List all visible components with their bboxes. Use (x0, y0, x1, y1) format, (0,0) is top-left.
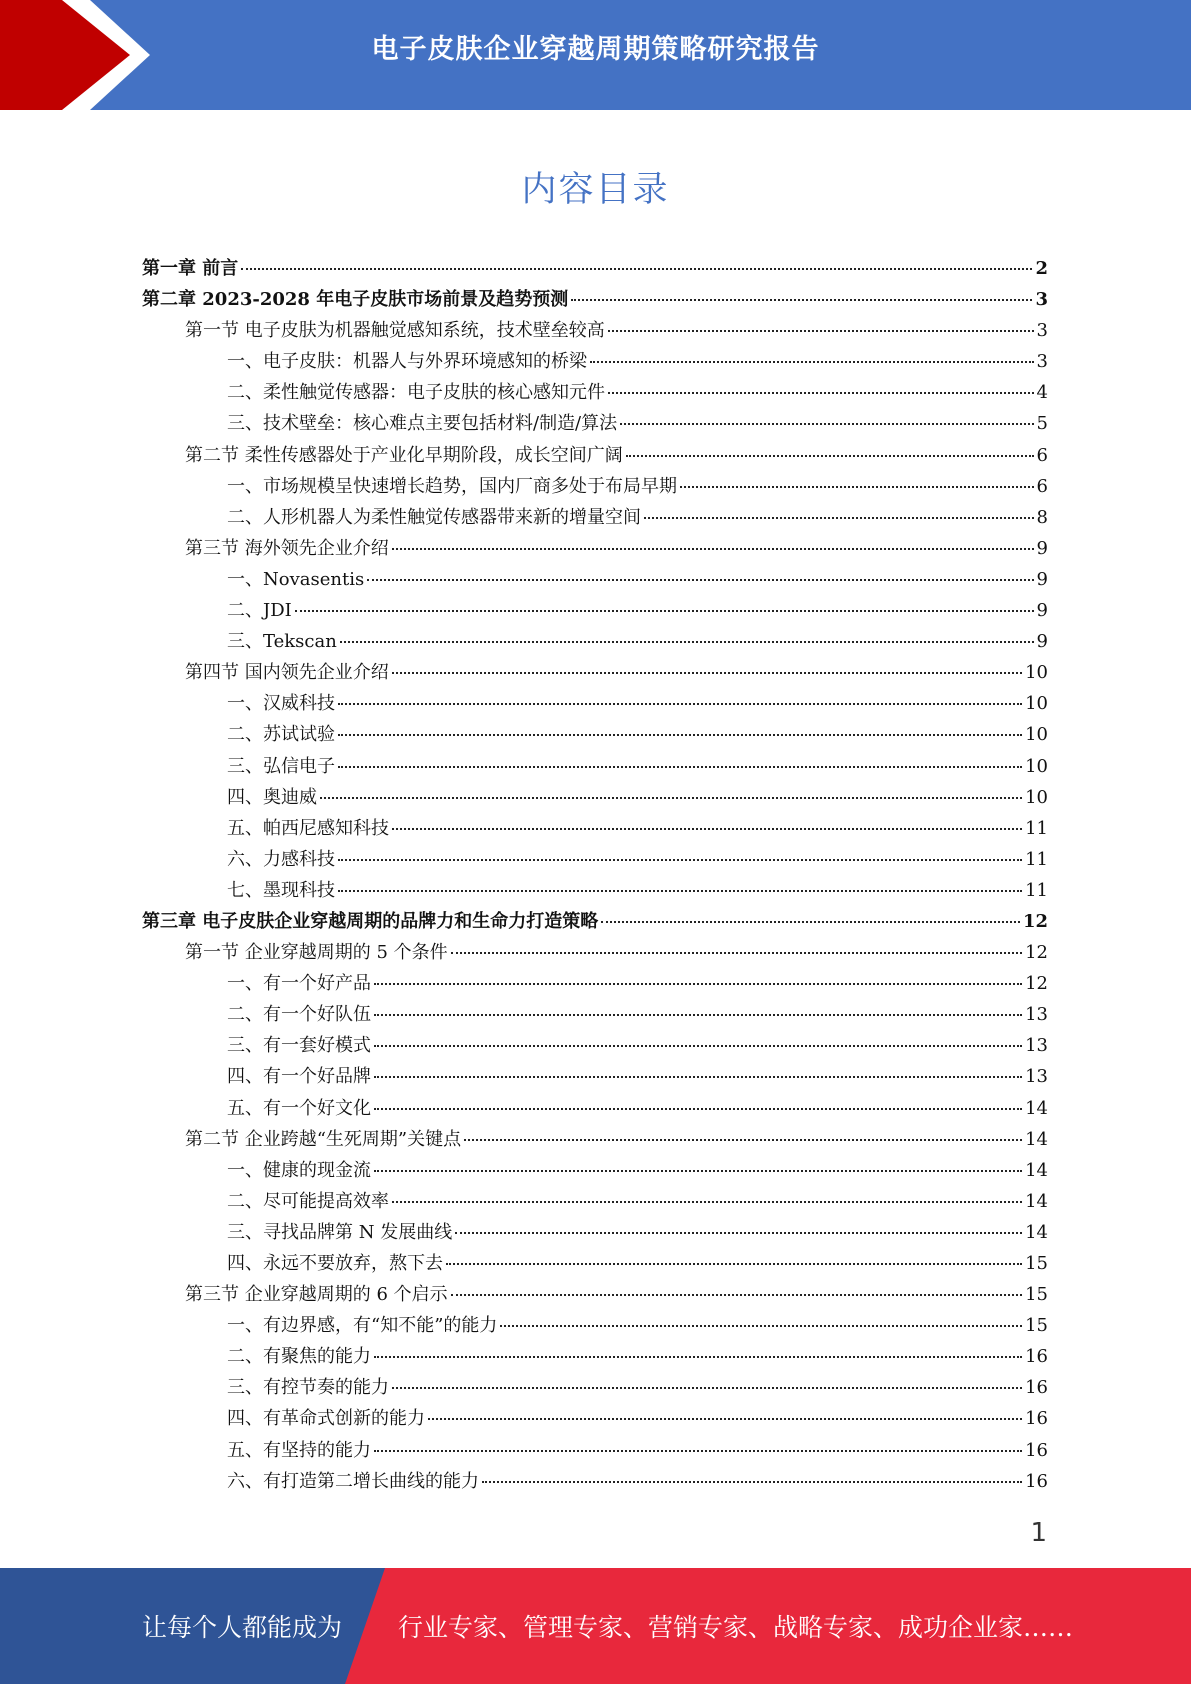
toc-dot-leader (338, 859, 1022, 861)
toc-entry-label: 第二节 柔性传感器处于产业化早期阶段，成长空间广阔 (185, 444, 623, 466)
toc-entry-page: 9 (1036, 568, 1048, 590)
toc-entry-page: 4 (1036, 382, 1048, 404)
toc-dot-leader (571, 299, 1032, 301)
toc-entry[interactable] (142, 1403, 1048, 1434)
toc-entry-page: 9 (1036, 631, 1048, 653)
toc-dot-leader (451, 952, 1022, 954)
toc-entry-label: 五、有坚持的能力 (227, 1439, 371, 1461)
toc-dot-leader (590, 361, 1034, 363)
toc-entry[interactable] (142, 1435, 1048, 1466)
toc-entry-label: 四、奥迪威 (227, 786, 317, 808)
toc-entry-page: 12 (1022, 910, 1048, 932)
toc-dot-leader (338, 734, 1022, 736)
toc-entry-label: 三、技术壁垒：核心难点主要包括材料/制造/算法 (227, 413, 618, 435)
toc-entry-label: 六、有打造第二增长曲线的能力 (227, 1470, 479, 1492)
toc-dot-leader (340, 641, 1034, 643)
toc-entry-label: 第一节 电子皮肤为机器触觉感知系统，技术壁垒较高 (185, 320, 605, 342)
toc-entry-page: 11 (1025, 817, 1048, 839)
toc-dot-leader (392, 1201, 1022, 1203)
toc-entry-page: 14 (1025, 1159, 1048, 1181)
toc-entry[interactable] (142, 875, 1048, 906)
toc-entry-label: 五、有一个好文化 (227, 1097, 371, 1119)
toc-entry-label: 五、帕西尼感知科技 (227, 817, 389, 839)
toc-entry-label: 第一节 企业穿越周期的 5 个条件 (185, 942, 448, 964)
toc-entry-page: 16 (1025, 1439, 1048, 1461)
toc-dot-leader (392, 828, 1022, 830)
toc-entry-label: 一、电子皮肤：机器人与外界环境感知的桥梁 (227, 351, 587, 373)
toc-entry-page: 11 (1025, 879, 1048, 901)
toc-dot-leader (367, 579, 1033, 581)
toc-entry-label: 七、墨现科技 (227, 879, 335, 901)
toc-dot-leader (338, 890, 1022, 892)
toc-dot-leader (455, 1232, 1022, 1234)
toc-dot-leader (374, 1170, 1022, 1172)
toc-entry-label: 三、寻找品牌第 N 发展曲线 (227, 1221, 453, 1243)
toc-dot-leader (392, 548, 1034, 550)
toc-entry[interactable] (142, 408, 1048, 439)
toc-entry[interactable] (142, 1093, 1048, 1124)
toc-entry[interactable] (142, 782, 1048, 813)
toc-entry-page: 13 (1025, 1035, 1048, 1057)
toc-entry-page: 14 (1025, 1097, 1048, 1119)
toc-entry[interactable] (142, 1186, 1048, 1217)
toc-entry-label: 第三节 企业穿越周期的 6 个启示 (185, 1284, 448, 1306)
toc-dot-leader (374, 1076, 1022, 1078)
toc-entry-page: 5 (1036, 413, 1048, 435)
toc-dot-leader (374, 1108, 1022, 1110)
toc-entry[interactable] (142, 1372, 1048, 1403)
toc-entry-label: 二、苏试试验 (227, 724, 335, 746)
toc-entry[interactable] (142, 844, 1048, 875)
toc-dot-leader (620, 423, 1033, 425)
toc-entry-label: 三、有控节奏的能力 (227, 1377, 389, 1399)
toc-entry-page: 15 (1025, 1315, 1048, 1337)
toc-dot-leader (374, 1045, 1022, 1047)
toc-entry[interactable] (142, 533, 1048, 564)
toc-entry[interactable] (142, 1248, 1048, 1279)
toc-dot-leader (680, 486, 1034, 488)
toc-entry[interactable] (142, 657, 1048, 688)
toc-entry[interactable] (142, 1341, 1048, 1372)
toc-entry-page: 3 (1035, 289, 1048, 311)
toc-entry-page: 16 (1025, 1377, 1048, 1399)
toc-entry-label: 第二节 企业跨越“生死周期”关键点 (185, 1128, 462, 1150)
toc-entry-page: 9 (1036, 600, 1048, 622)
toc-dot-leader (482, 1481, 1022, 1483)
toc-dot-leader (374, 1014, 1022, 1016)
toc-entry-label: 四、有革命式创新的能力 (227, 1408, 425, 1430)
toc-dot-leader (601, 921, 1020, 923)
toc-entry[interactable] (142, 1279, 1048, 1310)
toc-entry[interactable] (142, 1124, 1048, 1155)
toc-dot-leader (608, 330, 1034, 332)
toc-entry-page: 13 (1025, 1066, 1048, 1088)
toc-entry[interactable] (142, 471, 1048, 502)
toc-dot-leader (392, 1387, 1022, 1389)
toc-entry[interactable] (142, 315, 1048, 346)
toc-entry-page: 14 (1025, 1128, 1048, 1150)
toc-entry-label: 第二章 2023-2028 年电子皮肤市场前景及趋势预测 (142, 289, 569, 311)
toc-entry-label: 三、弘信电子 (227, 755, 335, 777)
toc-entry-label: 三、有一套好模式 (227, 1035, 371, 1057)
toc-dot-leader (608, 392, 1034, 394)
toc-dot-leader (644, 517, 1034, 519)
toc-entry[interactable] (142, 1030, 1048, 1061)
toc-entry-label: 第三章 电子皮肤企业穿越周期的品牌力和生命力打造策略 (142, 910, 599, 932)
toc-entry[interactable] (142, 813, 1048, 844)
footer-slogan-left: 让每个人都能成为 (142, 1613, 343, 1642)
toc-entry-label: 第一章 前言 (142, 258, 239, 279)
toc-entry[interactable] (142, 1155, 1048, 1186)
toc-entry-page: 10 (1025, 662, 1048, 684)
toc-entry-page: 10 (1025, 693, 1048, 715)
toc-entry[interactable] (142, 564, 1048, 595)
toc-dot-leader (392, 672, 1022, 674)
toc-entry-label: 二、柔性触觉传感器：电子皮肤的核心感知元件 (227, 382, 605, 404)
toc-entry-page: 14 (1025, 1221, 1048, 1243)
toc-entry[interactable] (142, 377, 1048, 408)
toc-entry-page: 16 (1025, 1408, 1048, 1430)
toc-dot-leader (500, 1325, 1022, 1327)
toc-entry-page: 16 (1025, 1346, 1048, 1368)
toc-entry[interactable] (142, 999, 1048, 1030)
toc-entry-page: 6 (1036, 475, 1048, 497)
toc-dot-leader (338, 766, 1022, 768)
toc-entry[interactable] (142, 253, 1048, 284)
toc-entry[interactable] (142, 502, 1048, 533)
toc-entry-page: 12 (1025, 942, 1048, 964)
toc-entry-label: 二、人形机器人为柔性触觉传感器带来新的增量空间 (227, 506, 641, 528)
toc-entry-page: 10 (1025, 786, 1048, 808)
toc-entry[interactable] (142, 1061, 1048, 1092)
toc-dot-leader (338, 703, 1022, 705)
toc-entry[interactable] (142, 346, 1048, 377)
toc-entry[interactable] (142, 719, 1048, 750)
toc-dot-leader (451, 1294, 1022, 1296)
toc-dot-leader (428, 1418, 1022, 1420)
toc-entry[interactable] (142, 968, 1048, 999)
toc-entry-page: 15 (1025, 1284, 1048, 1306)
toc-entry-label: 第三节 海外领先企业介绍 (185, 537, 389, 559)
toc-entry[interactable] (142, 688, 1048, 719)
toc-entry-label: 六、力感科技 (227, 848, 335, 870)
footer-slogan-right: 行业专家、管理专家、营销专家、战略专家、成功企业家…… (398, 1613, 1074, 1642)
report-title: 电子皮肤企业穿越周期策略研究报告 (371, 34, 820, 65)
toc-entry-label: 四、有一个好品牌 (227, 1066, 371, 1088)
toc-entry-label: 二、JDI (227, 600, 292, 622)
toc-dot-leader (320, 797, 1022, 799)
toc-entry-page: 13 (1025, 1004, 1048, 1026)
toc-entry[interactable] (142, 1310, 1048, 1341)
toc-entry-page: 15 (1025, 1253, 1048, 1274)
toc-entry-page: 11 (1025, 848, 1048, 870)
toc-dot-leader (374, 983, 1022, 985)
page-number: 1 (1030, 1518, 1047, 1548)
toc-entry-label: 一、Novasentis (227, 568, 365, 590)
toc-dot-leader (374, 1450, 1022, 1452)
toc-entry-label: 一、有一个好产品 (227, 973, 371, 995)
toc-dot-leader (241, 268, 1032, 270)
toc-dot-leader (626, 455, 1034, 457)
toc-entry-page: 8 (1036, 506, 1048, 528)
toc-entry-page: 6 (1036, 444, 1048, 466)
toc-entry-page: 12 (1025, 973, 1048, 995)
toc-entry-label: 一、有边界感，有“知不能”的能力 (227, 1315, 498, 1337)
toc-entry[interactable] (142, 626, 1048, 657)
toc-entry[interactable] (142, 284, 1048, 315)
toc-entry[interactable] (142, 440, 1048, 471)
header-band (0, 0, 1191, 110)
toc-entry-label: 二、尽可能提高效率 (227, 1190, 389, 1212)
toc-entry[interactable] (142, 937, 1048, 968)
toc-dot-leader (295, 610, 1034, 612)
toc-dot-leader (374, 1356, 1022, 1358)
toc-entry-page: 10 (1025, 724, 1048, 746)
toc-entry-page: 3 (1036, 351, 1048, 373)
toc-entry-page: 10 (1025, 755, 1048, 777)
toc-entry-label: 一、市场规模呈快速增长趋势，国内厂商多处于布局早期 (227, 475, 677, 497)
toc-entry-page: 2 (1035, 258, 1048, 279)
toc-entry-label: 二、有一个好队伍 (227, 1004, 371, 1026)
toc-entry-label: 一、汉威科技 (227, 693, 335, 715)
toc-entry-label: 二、有聚焦的能力 (227, 1346, 371, 1368)
toc-entry-label: 三、Tekscan (227, 631, 337, 653)
toc-entry-page: 16 (1025, 1470, 1048, 1492)
toc-entry-page: 3 (1036, 320, 1048, 342)
toc-dot-leader (464, 1139, 1022, 1141)
toc-list (142, 253, 1048, 1497)
toc-entry[interactable] (142, 595, 1048, 626)
toc-entry[interactable] (142, 906, 1048, 937)
toc-entry[interactable] (142, 751, 1048, 782)
toc-entry-label: 一、健康的现金流 (227, 1159, 371, 1181)
toc-entry[interactable] (142, 1466, 1048, 1497)
toc-entry-page: 14 (1025, 1190, 1048, 1212)
footer-band (0, 1568, 1191, 1684)
toc-dot-leader (446, 1263, 1022, 1265)
toc-title: 内容目录 (521, 170, 670, 210)
toc-entry-label: 四、永远不要放弃，熬下去 (227, 1253, 443, 1274)
toc-entry-label: 第四节 国内领先企业介绍 (185, 662, 389, 684)
toc-entry-page: 9 (1036, 537, 1048, 559)
toc-entry[interactable] (142, 1217, 1048, 1248)
